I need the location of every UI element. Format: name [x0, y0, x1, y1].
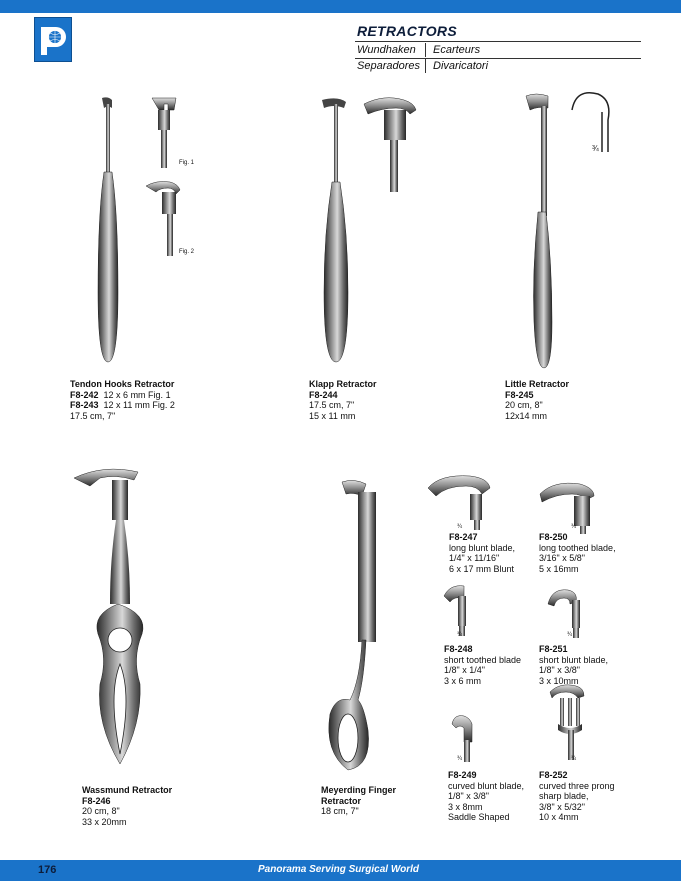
product-spec: 12 x 11 mm Fig. 2 [103, 400, 175, 410]
fig2-label: Fig. 2 [179, 249, 195, 255]
caption-f8-249 [448, 770, 524, 823]
caption-klapp [309, 379, 377, 421]
product-spec: 1/8" x 1/4" [444, 665, 485, 675]
product-code: F8-246 [82, 795, 111, 806]
translation-italian: Divaricatori [433, 60, 489, 72]
caption-wassmund [82, 785, 172, 827]
product-spec: 1/8" x 3/8" [448, 791, 489, 801]
caption-tendon-hooks [70, 379, 175, 421]
blade-f8-251-image [548, 590, 580, 638]
fig1-label: Fig. 1 [179, 160, 195, 166]
product-name: Little Retractor [505, 379, 570, 389]
product-spec: short blunt blade, [539, 654, 609, 665]
scale-mark: ¾ [457, 756, 463, 762]
product-spec: 3/8" x 5/32" [539, 801, 585, 812]
product-code: F8-248 [444, 644, 473, 654]
scale-mark: ¾ [571, 756, 577, 762]
blade-f8-250-image [540, 483, 594, 534]
product-spec: 17.5 cm, 7" [70, 410, 116, 421]
page-number: 176 [38, 864, 57, 876]
product-spec: 18 cm, 7" [321, 806, 359, 816]
caption-f8-252 [539, 770, 615, 823]
product-code: F8-247 [449, 532, 478, 542]
product-code: F8-251 [539, 644, 568, 654]
product-code: F8-244 [309, 389, 338, 400]
product-code: F8-249 [448, 770, 477, 780]
scale-mark: ¾ [457, 632, 463, 638]
translation-german: Wundhaken [357, 44, 416, 56]
product-spec: 17.5 cm, 7" [309, 400, 355, 410]
scale-mark: ¾ [567, 632, 573, 638]
caption-f8-250 [539, 532, 616, 574]
product-spec: 5 x 16mm [539, 563, 579, 574]
product-spec: 20 cm, 8" [82, 806, 120, 816]
product-spec: 33 x 20mm [82, 816, 127, 827]
blade-f8-248-image [444, 586, 466, 636]
tendon-hook-fig2-detail [146, 182, 180, 257]
product-spec: 12 x 6 mm Fig. 1 [103, 389, 171, 400]
product-spec: 3 x 10mm [539, 675, 579, 686]
product-code: F8-242 [70, 389, 99, 400]
scale-mark: ¾ [571, 524, 577, 530]
product-spec: 1/8" x 3/8" [539, 665, 580, 675]
product-spec: 10 x 4mm [539, 812, 579, 822]
caption-f8-247 [449, 532, 515, 574]
product-spec: 6 x 17 mm Blunt [449, 563, 515, 574]
caption-f8-248 [444, 644, 521, 686]
meyerding-retractor-image [329, 480, 376, 770]
little-retractor-image [526, 93, 609, 368]
product-spec: 3/16" x 5/8" [539, 553, 585, 563]
product-spec: curved three prong [539, 780, 615, 791]
product-name: Klapp Retractor [309, 379, 377, 389]
blade-f8-247-image [428, 476, 490, 530]
product-code: F8-245 [505, 389, 534, 400]
product-spec: 15 x 11 mm [309, 410, 356, 421]
blade-f8-252-image [550, 685, 584, 760]
product-spec: long toothed blade, [539, 542, 616, 553]
product-spec: 3 x 8mm [448, 801, 483, 812]
tendon-hooks-retractor-image [98, 97, 118, 362]
scale-mark: ¾ [592, 144, 599, 153]
footer-tagline: Panorama Serving Surgical World [258, 864, 419, 875]
product-name-cont: Retractor [321, 795, 362, 806]
product-spec: sharp blade, [539, 791, 589, 801]
product-spec: curved blunt blade, [448, 780, 525, 791]
caption-f8-251 [539, 644, 608, 686]
product-code: F8-252 [539, 770, 568, 780]
product-spec: Saddle Shaped [448, 812, 510, 822]
wassmund-retractor-image [74, 469, 143, 764]
caption-meyerding [321, 785, 396, 817]
product-spec: 3 x 6 mm [444, 675, 482, 686]
product-spec: 1/4" x 11/16" [449, 553, 500, 563]
klapp-retractor-image [322, 98, 416, 362]
page-title: RETRACTORS [357, 23, 457, 39]
tendon-hook-fig1-detail [152, 98, 176, 168]
product-name: Meyerding Finger [321, 785, 397, 795]
product-spec: 12x14 mm [505, 410, 548, 421]
product-code: F8-243 [70, 400, 99, 410]
translation-french: Ecarteurs [433, 44, 481, 56]
product-code: F8-250 [539, 532, 568, 542]
product-name: Wassmund Retractor [82, 785, 173, 795]
product-name: Tendon Hooks Retractor [70, 379, 175, 389]
scale-mark: ¾ [457, 524, 463, 530]
product-spec: short toothed blade [444, 654, 522, 665]
caption-little [505, 379, 569, 421]
product-spec: long blunt blade, [449, 542, 516, 553]
translation-spanish: Separadores [357, 60, 420, 72]
product-spec: 20 cm, 8" [505, 400, 543, 410]
